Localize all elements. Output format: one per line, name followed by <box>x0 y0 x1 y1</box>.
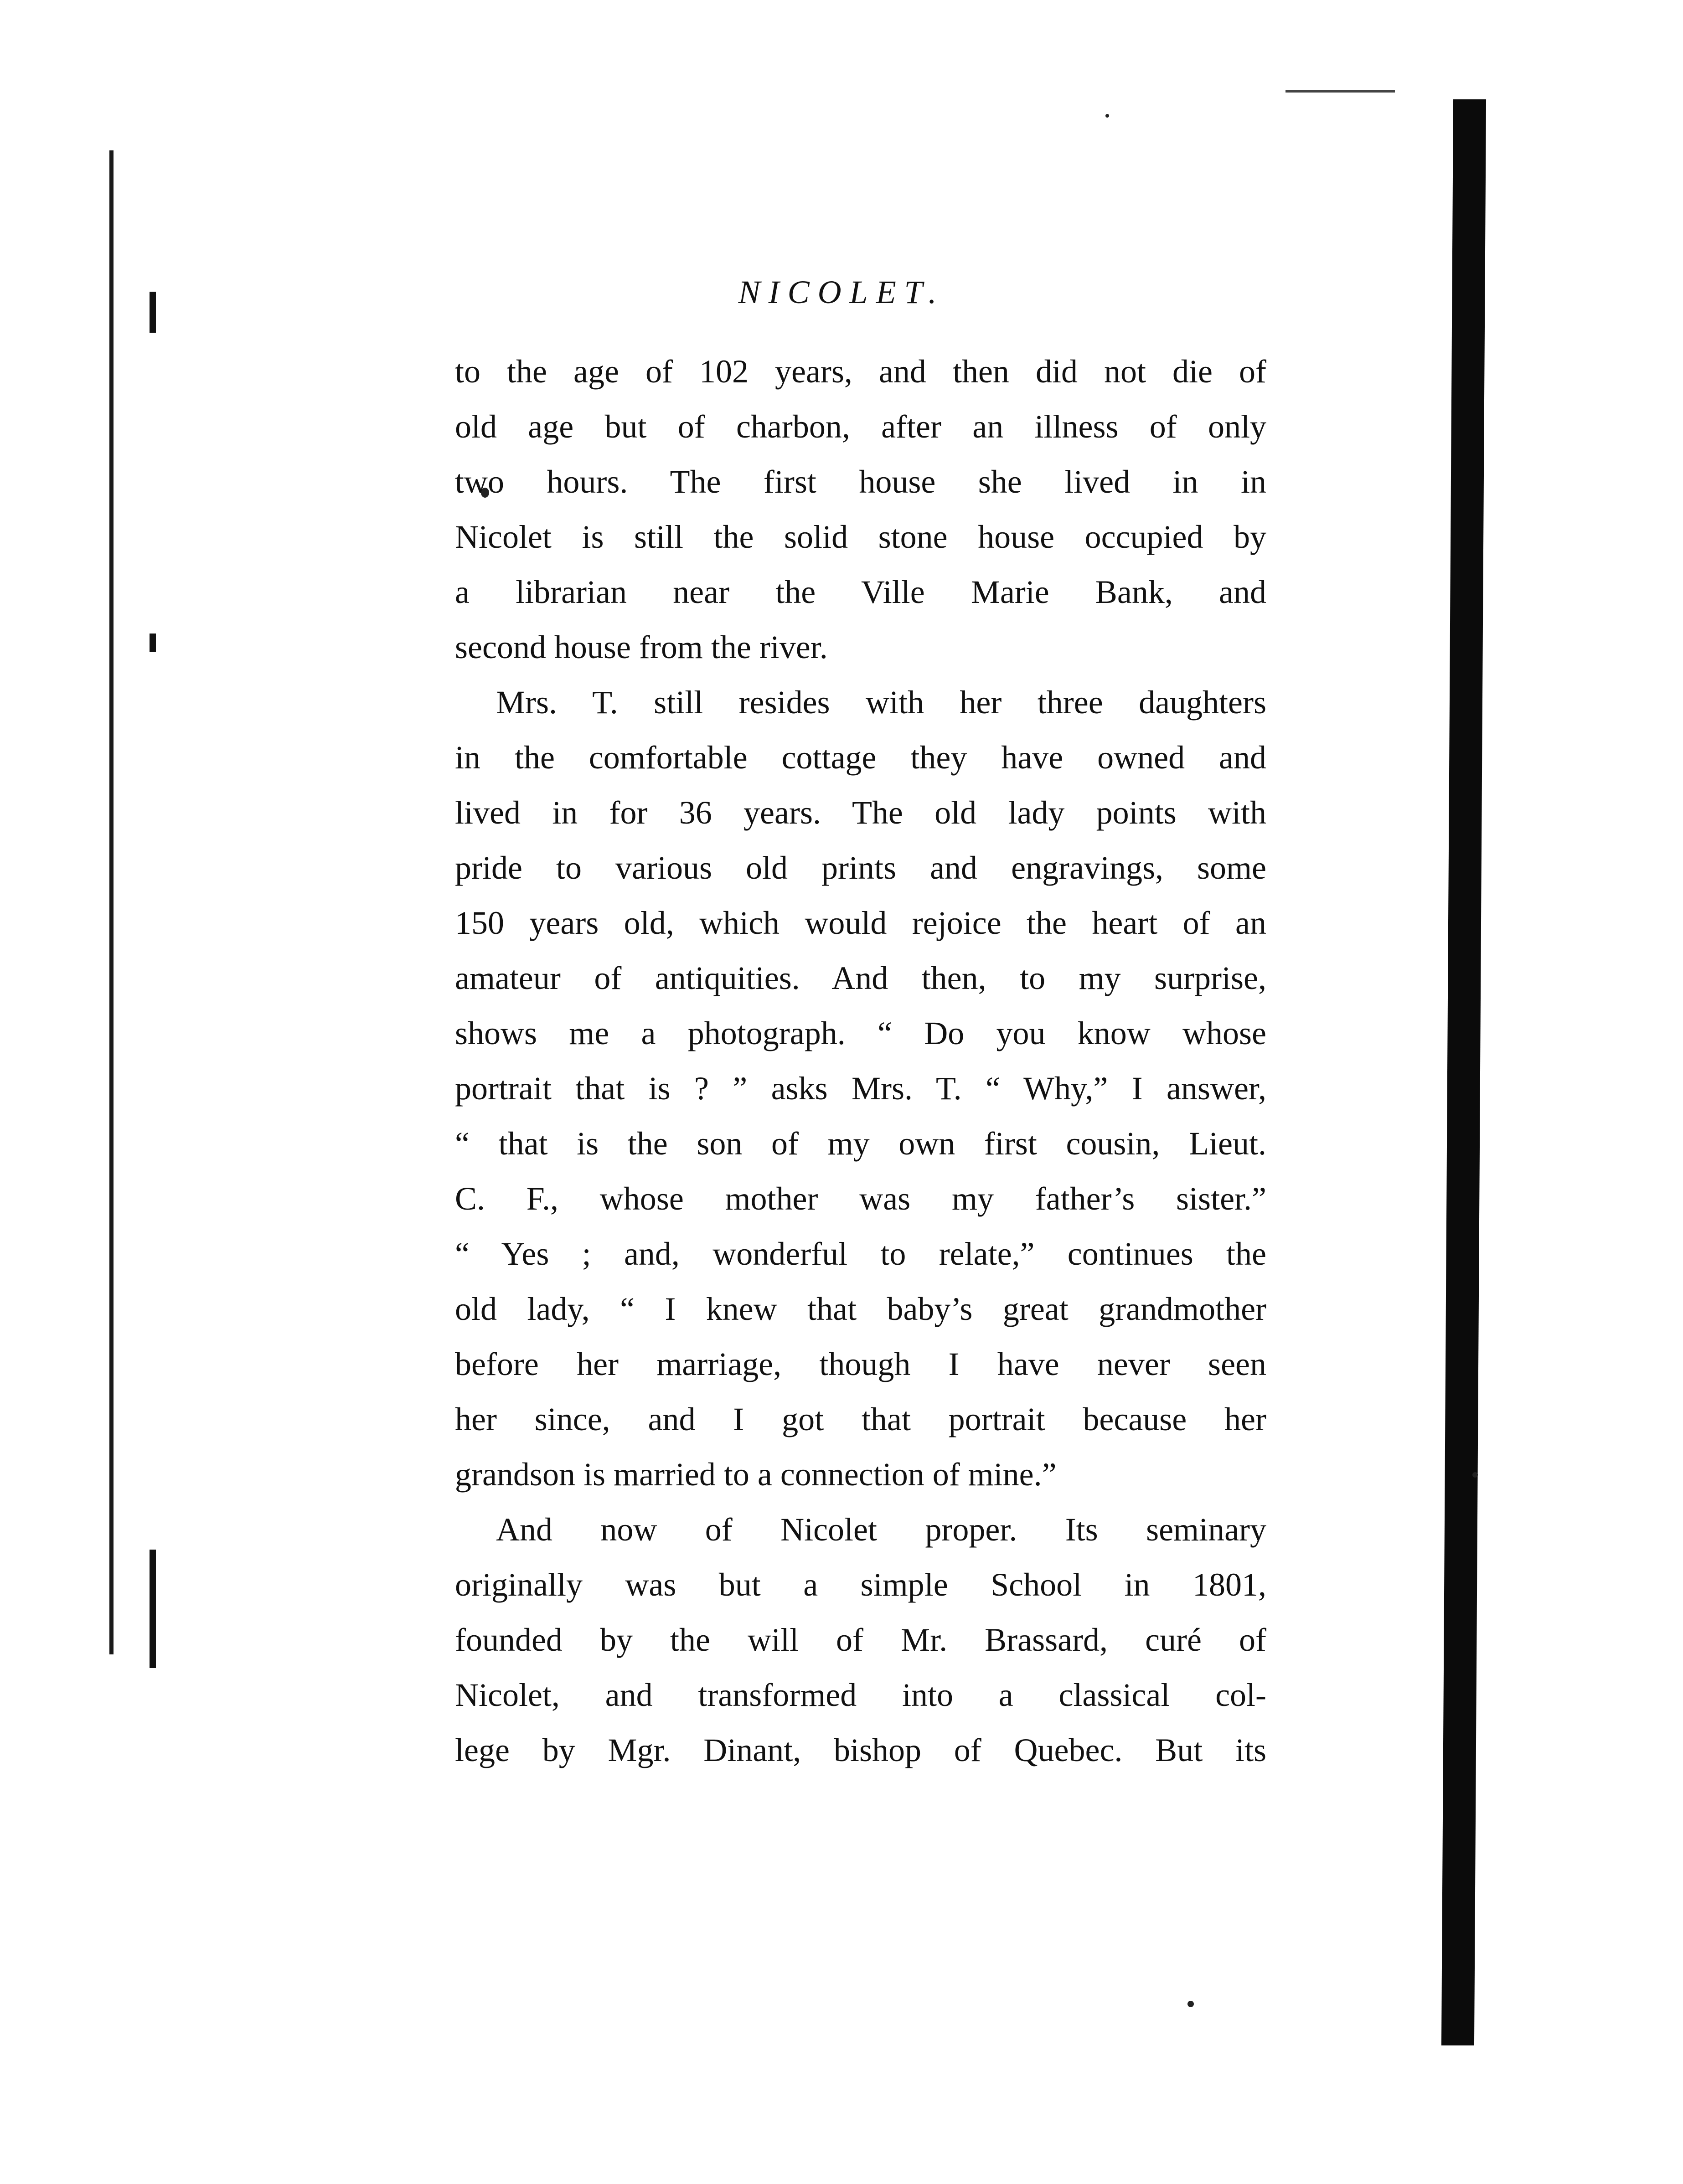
right-scan-edge <box>1441 99 1486 2045</box>
left-scan-edge <box>109 150 114 1654</box>
text-line: two hours. The first house she lived in in <box>455 464 1266 500</box>
scan-mark <box>150 1550 156 1668</box>
text-line: And now of Nicolet proper. Its seminary <box>496 1511 1266 1548</box>
text-line: Nicolet, and transformed into a classical col- <box>455 1677 1266 1713</box>
text-line: shows me a photograph. “ Do you know whose <box>455 1015 1266 1051</box>
scan-speck <box>1187 2001 1194 2007</box>
scan-speck <box>1472 1472 1478 1478</box>
text-line: old age but of charbon, after an illness of only <box>455 408 1266 445</box>
scan-speck <box>1105 114 1109 118</box>
top-scan-rule <box>1285 90 1395 93</box>
text-line: founded by the will of Mr. Brassard, curé of <box>455 1622 1266 1658</box>
text-line: C. F., whose mother was my father’s sister.” <box>455 1180 1266 1217</box>
text-line: in the comfortable cottage they have owned and <box>455 739 1266 776</box>
text-line: “ that is the son of my own first cousin, Lieut. <box>455 1125 1266 1162</box>
text-line: a librarian near the Ville Marie Bank, and <box>455 574 1266 610</box>
body-text <box>455 344 1266 1778</box>
text-line: pride to various old prints and engravings, some <box>455 850 1266 886</box>
text-line: amateur of antiquities. And then, to my surprise, <box>455 960 1266 996</box>
text-line: Nicolet is still the solid stone house occupied by <box>455 519 1266 555</box>
text-line: lived in for 36 years. The old lady points with <box>455 794 1266 831</box>
text-line: originally was but a simple School in 1801, <box>455 1566 1266 1603</box>
running-head: NICOLET. <box>738 274 945 310</box>
text-line: before her marriage, though I have never seen <box>455 1346 1266 1382</box>
text-line: 150 years old, which would rejoice the heart of an <box>455 905 1266 941</box>
text-line: grandson is married to a connection of mine.” <box>455 1456 1057 1493</box>
text-line: Mrs. T. still resides with her three daughters <box>496 684 1266 721</box>
text-line: lege by Mgr. Dinant, bishop of Quebec. But its <box>455 1732 1266 1768</box>
text-line: to the age of 102 years, and then did not die of <box>455 353 1266 390</box>
scan-mark <box>150 634 156 652</box>
text-line: portrait that is ? ” asks Mrs. T. “ Why,” I answer, <box>455 1070 1266 1107</box>
text-line: old lady, “ I knew that baby’s great grandmother <box>455 1291 1266 1327</box>
text-line: “ Yes ; and, wonderful to relate,” continues the <box>455 1236 1266 1272</box>
text-line: her since, and I got that portrait because her <box>455 1401 1266 1437</box>
text-line: second house from the river. <box>455 629 828 665</box>
